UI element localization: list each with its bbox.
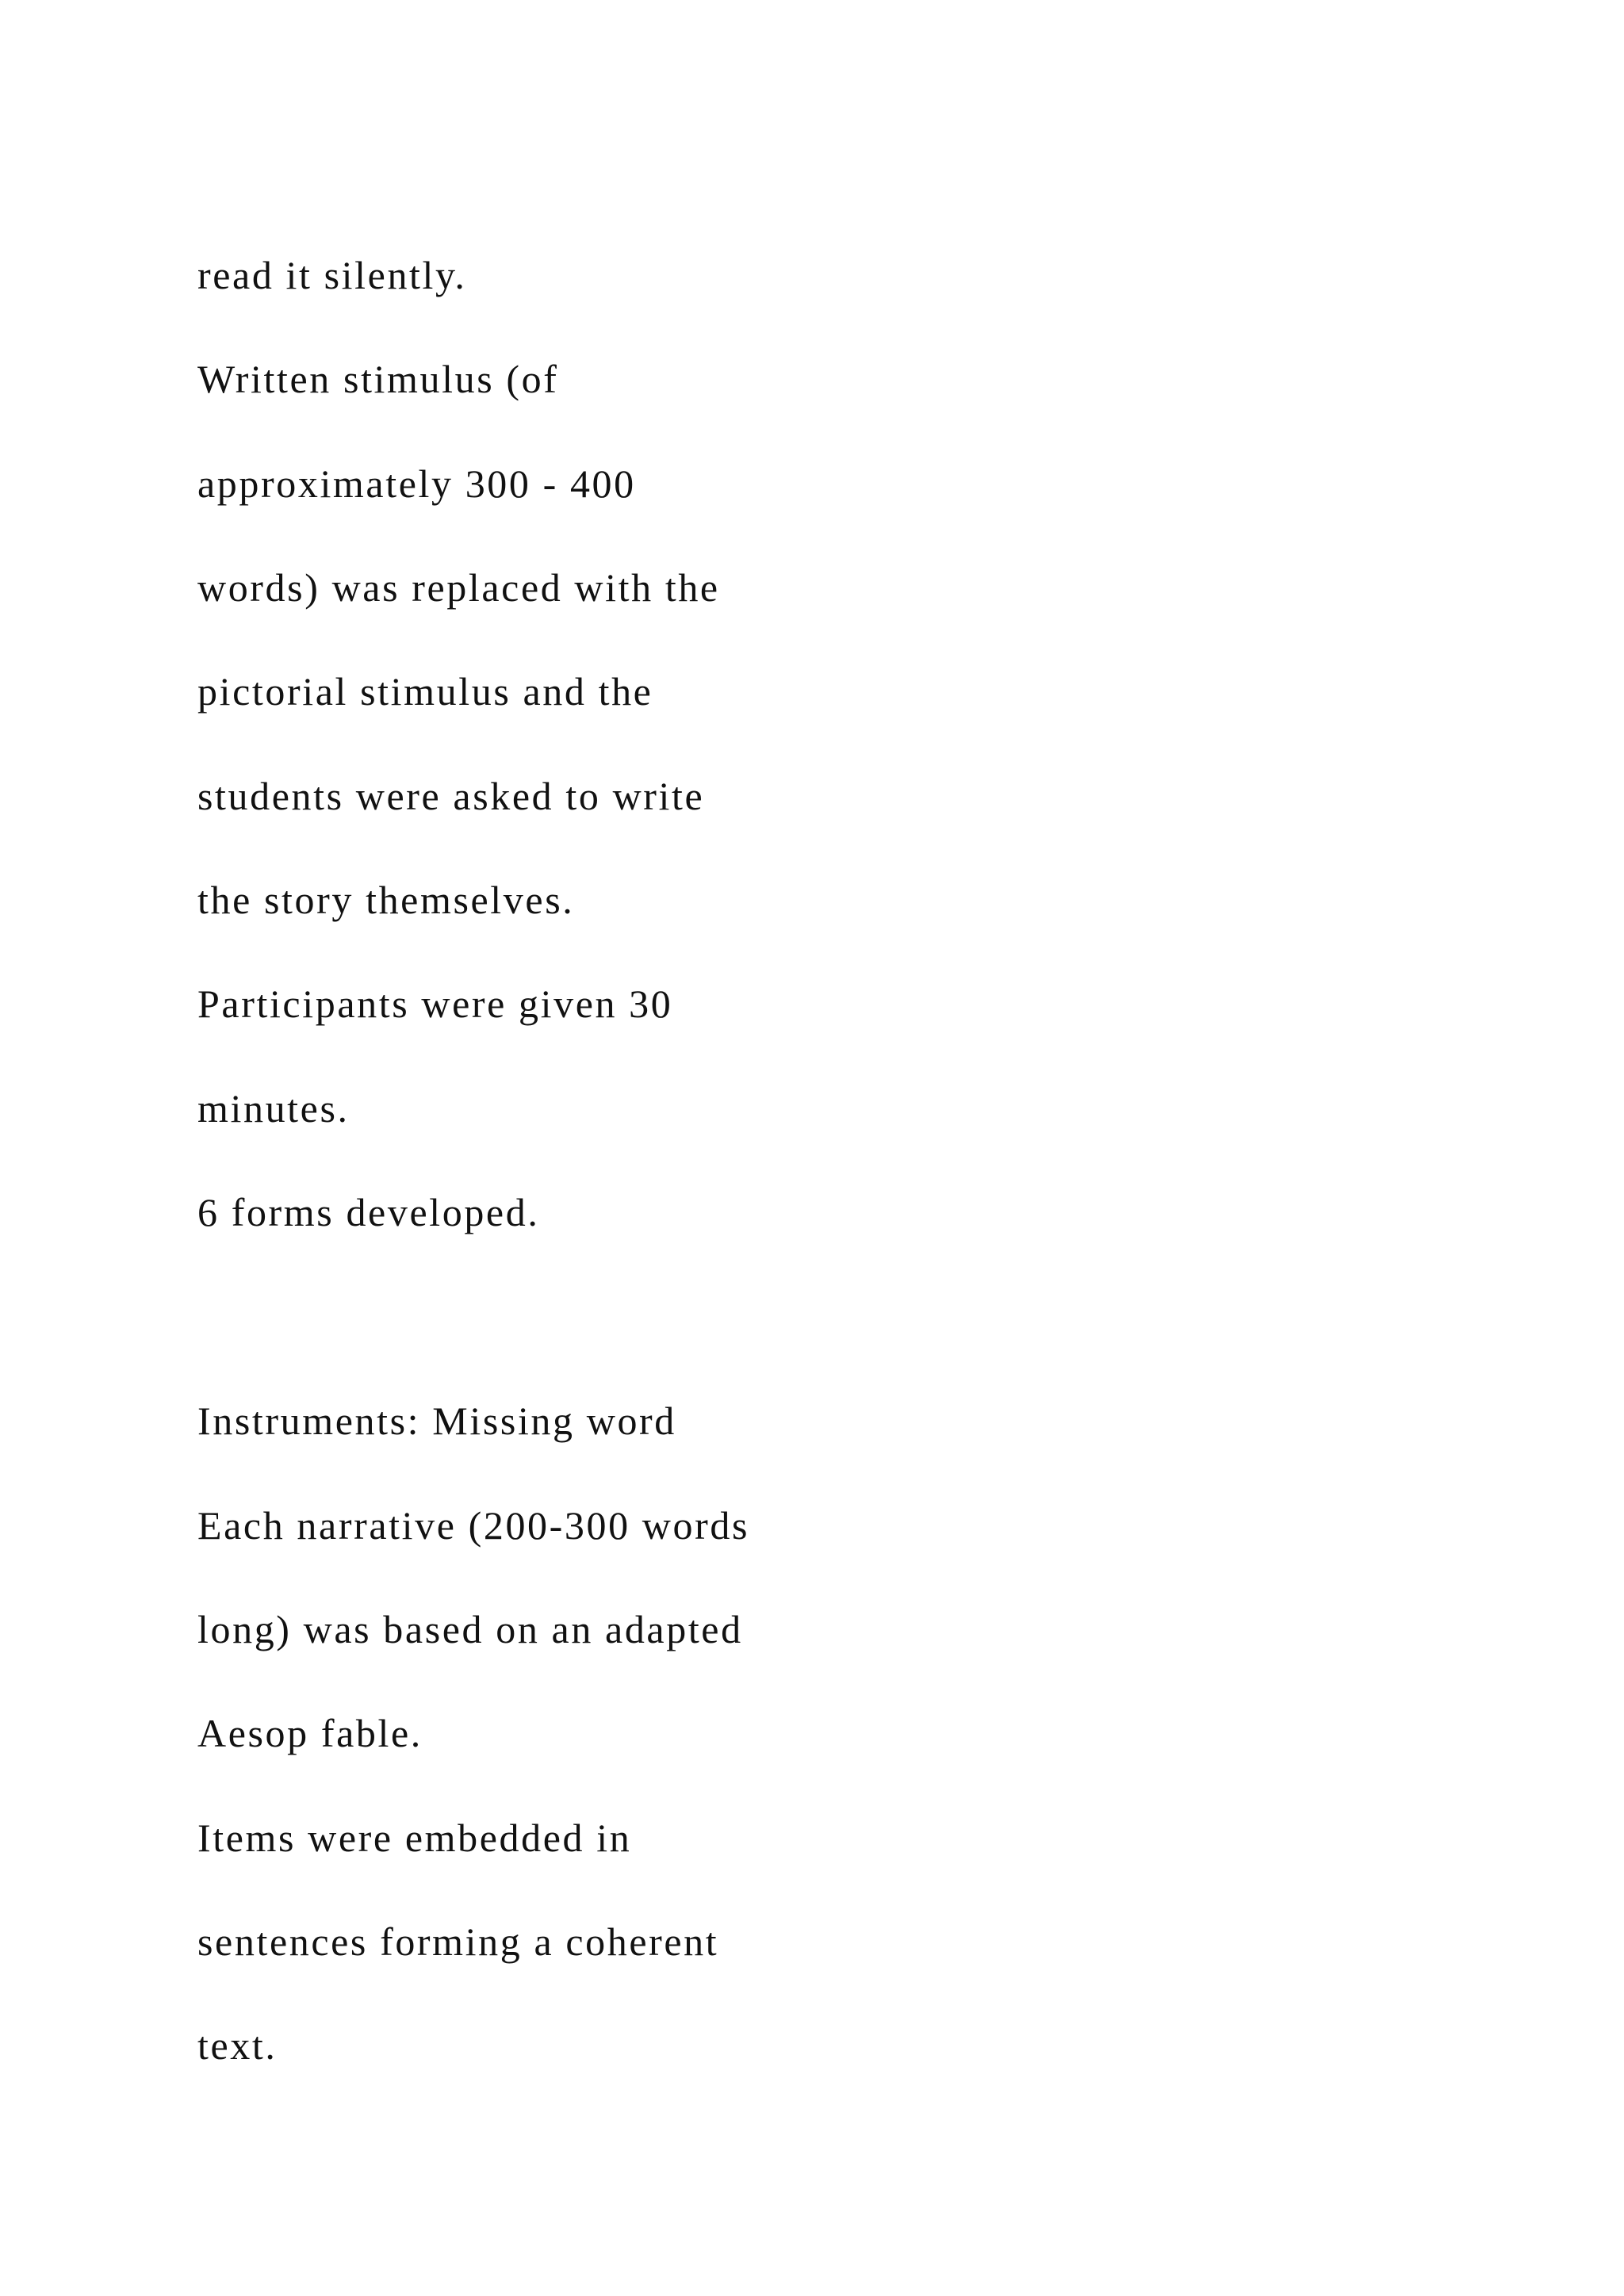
- text-line: read it silently.: [197, 253, 467, 297]
- text-line: Aesop fable.: [197, 1711, 423, 1755]
- text-line: minutes.: [197, 1086, 350, 1131]
- text-line: the story themselves.: [197, 878, 575, 922]
- section-heading: Instruments: Missing word: [197, 1399, 676, 1443]
- text-line: text.: [197, 2023, 278, 2068]
- text-line: Participants were given 30: [197, 982, 673, 1026]
- text-line: students were asked to write: [197, 774, 705, 818]
- text-line: words) was replaced with the: [197, 565, 720, 610]
- text-line: Each narrative (200-300 words: [197, 1503, 750, 1548]
- text-line: Items were embedded in: [197, 1816, 632, 1860]
- text-line: Written stimulus (of: [197, 357, 559, 401]
- text-line: 6 forms developed.: [197, 1190, 540, 1234]
- text-line: pictorial stimulus and the: [197, 669, 653, 714]
- text-line: approximately 300 - 400: [197, 461, 636, 506]
- text-line: sentences forming a coherent: [197, 1919, 719, 1964]
- text-line: long) was based on an adapted: [197, 1607, 743, 1651]
